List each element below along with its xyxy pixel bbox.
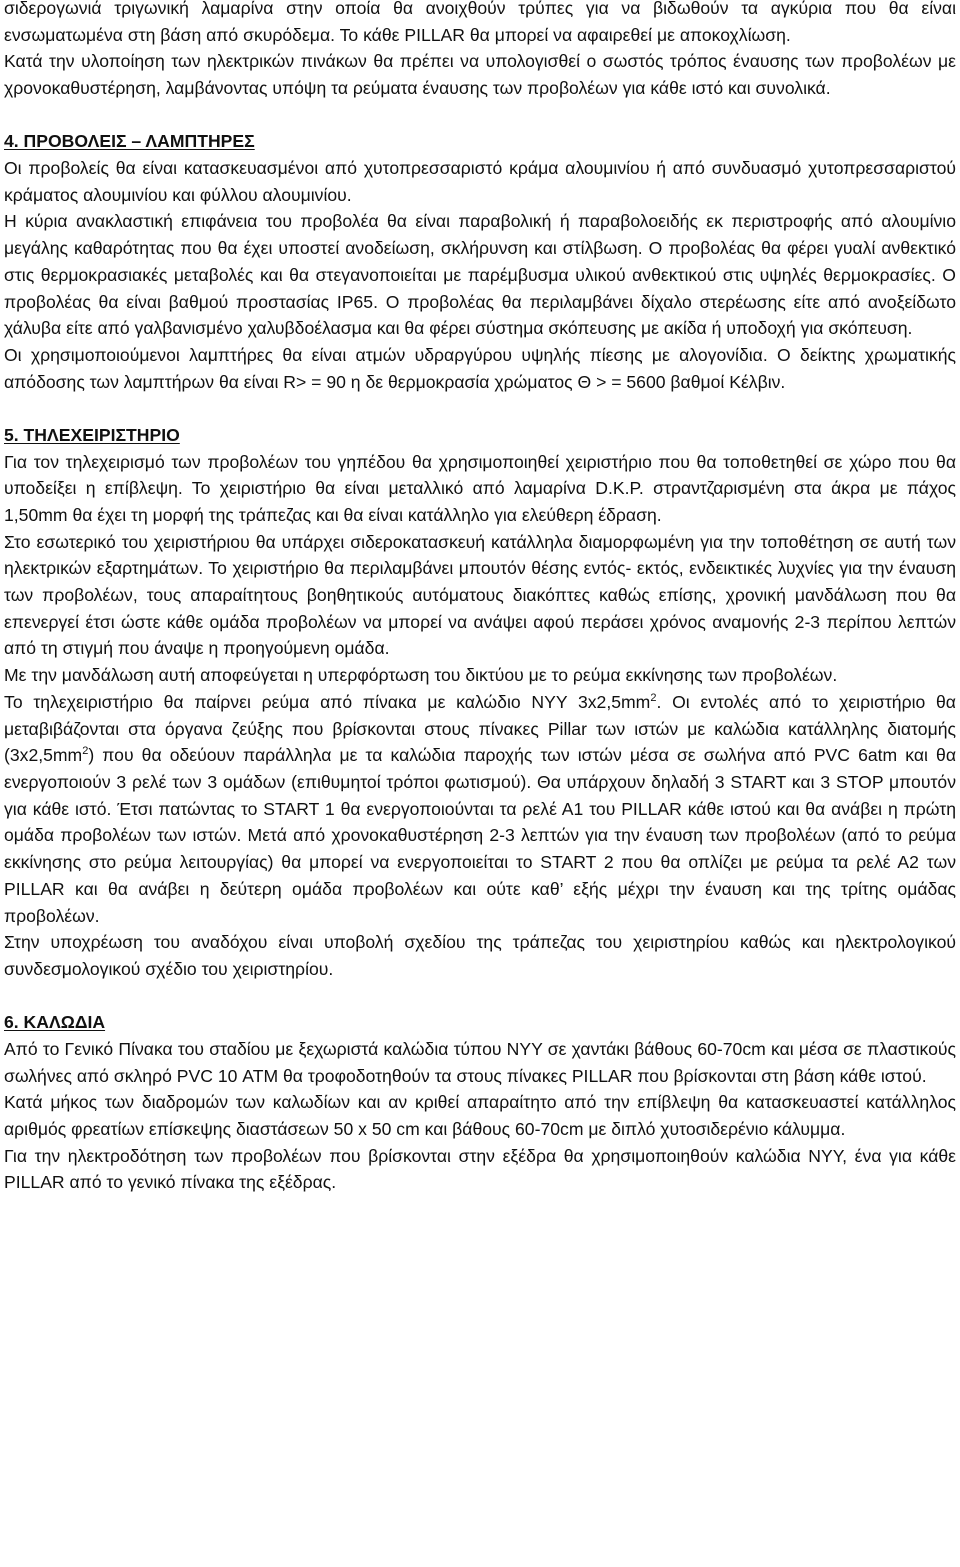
section-5-paragraph-3: Με την μανδάλωση αυτή αποφεύγεται η υπερφόρτωση του δικτύου με το ρεύμα εκκίνησης των προβολέων. <box>4 665 838 686</box>
section-5-paragraph-1: Για τον τηλεχειρισμό των προβολέων του γηπέδου θα χρησιμοποιηθεί χειριστήριο που θα τοποθετηθεί σε χώρο που θα υποδείξει η επίβλεψη. Το χειριστήριο θα είναι μεταλλικό από λαμαρίνα D.K.P. στραντζαρισμένη στα άκρα με πάχος 1,50mm θα έχει τη μορφή της τράπεζας και θα είναι κατάλληλο για ελεύθερη έδραση. <box>4 451 956 525</box>
document-page <box>4 0 956 1196</box>
section-4-paragraph-2: Η κύρια ανακλαστική επιφάνεια του προβολέα θα είναι παραβολική ή παραβολοειδής εκ περιστροφής από αλουμίνιο μεγάλης καθαρότητας που θα έχει υποστεί ανοδείωση, σκλήρυνση και στίλβωση. Ο προβολέας θα φέρει γυαλί ανθεκτικό στις θερμοκρασιακές μεταβολές και θα στεγανοποιείται με παρέμβυσμα υλικού ανθεκτικού στις υψηλές θερμοκρασίες. Ο προβολέας θα είναι βαθμού προστασίας IP65. Ο προβολέας θα περιλαμβάνει δίχαλο στερέωσης είτε από ανοξείδωτο χάλυβα είτε από γαλβανισμένο χαλυβδοέλασμα και θα φέρει σύστημα σκόπευσης με ακίδα ή υποδοχή για σκόπευση. <box>4 211 956 339</box>
section-6-heading: 6. ΚΑΛΩΔΙΑ <box>4 1012 106 1033</box>
section-5-heading: 5. ΤΗΛΕΧΕΙΡΙΣΤΗΡΙΟ <box>4 424 180 445</box>
section-4-paragraph-1: Οι προβολείς θα είναι κατασκευασμένοι από χυτοπρεσσαριστό κράμα αλουμινίου ή από συνδυασμό χυτοπρεσσαριστού κράματος αλουμινίου και φύλλου αλουμινίου. <box>4 158 956 205</box>
section-6-paragraph-3: Για την ηλεκτροδότηση των προβολέων που βρίσκονται στην εξέδρα θα χρησιμοποιηθούν καλώδια NYY, ένα για κάθε PILLAR από το γενικό πίνακα της εξέδρας. <box>4 1145 956 1193</box>
superscript-2: 2 <box>82 745 89 758</box>
superscript-2: 2 <box>650 692 657 705</box>
section-5-paragraph-4-part-c: ) που θα οδεύουν παράλληλα με τα καλώδια παροχής των ιστών μέσα σε σωλήνα από PVC 6atm και θα ενεργοποιούν 3 ρελέ των 3 ομάδων (επιθυμητοί τρόποι φωτισμού). Θα υπάρχουν δηλαδή 3 START και 3 STOP μπουτόν για κάθε ιστό. Έτσι πατώντας το START 1 θα ενεργοποιούνται τα ρελέ Α1 του PILLAR κάθε ιστού και θα ανάβει η πρώτη ομάδα προβολέων των ιστών. Μετά από χρονοκαθυστέρηση 2-3 λεπτών για την έναυση των προβολέων (από το ρεύμα εκκίνησης στο ρεύμα λειτουργίας) θα μπορεί να ενεργοποιείται το START 2 που θα οπλίζει με ρεύμα τα ρελέ Α2 των PILLAR και θα ανάβει η δεύτερη ομάδα προβολέων και ούτε καθ’ εξής μέχρι την έναυση και της τρίτης ομάδας προβολέων. <box>4 745 956 926</box>
section-5-paragraph-2: Στο εσωτερικό του χειριστήριου θα υπάρχει σιδεροκατασκευή κατάλληλα διαμορφωμένη για την τοποθέτηση σε αυτή των ηλεκτρικών εξαρτημάτων. Το χειριστήριο θα περιλαμβάνει μπουτόν θέσης εντός- εκτός, ενδεικτικές λυχνίες για την έναυση των προβολέων, τους απαραίτητους βοηθητικούς αυτόματους διακόπτες καθώς επίσης, χρονική μανδάλωση που θα επενεργεί έτσι ώστε κάθε ομάδα προβολέων να μπορεί να ανάψει αφού περάσει χρόνος αναμονής 2-3 περίπου λεπτών από τη στιγμή που άναψε η προηγούμενη ομάδα. <box>4 531 956 659</box>
section-6-paragraph-1: Από το Γενικό Πίνακα του σταδίου με ξεχωριστά καλώδια τύπου NYY σε χαντάκι βάθους 60-70cm και μέσα σε πλαστικούς σωλήνες από σκληρό PVC 10 ΑΤΜ θα τροφοδοτηθούν τα στους πίνακες PILLAR που βρίσκονται στη βάση κάθε ιστού. <box>4 1038 956 1086</box>
section-5-paragraph-5: Στην υποχρέωση του αναδόχου είναι υποβολή σχεδίου της τράπεζας του χειριστηρίου καθώς και ηλεκτρολογικού συνδεσμολογικού σχέδιο του χειριστηρίου. <box>4 932 956 979</box>
section-5-paragraph-4-part-b: . Οι εντολές από το χειριστήριο θα μεταβιβάζονται στα όργανα ζεύξης που βρίσκονται στους πίνακες Pillar των ιστών με καλώδια κατάλληλης διατομής (3x2,5mm <box>4 691 956 766</box>
section-4-paragraph-3: Οι χρησιμοποιούμενοι λαμπτήρες θα είναι ατμών υδραργύρου υψηλής πίεσης με αλογονίδια. Ο δείκτης χρωματικής απόδοσης των λαμπτήρων θα είναι R> = 90 η δε θερμοκρασία χρώματος Θ > = 5600 βαθμοί Κέλβιν. <box>4 344 956 392</box>
section-5-paragraph-4 <box>4 689 956 929</box>
section-5-paragraph-4-part-a: Το τηλεχειριστήριο θα παίρνει ρεύμα από πίνακα με καλώδιο NYY 3x2,5mm <box>4 691 651 712</box>
intro-paragraph-1: σιδερογωνιά τριγωνική λαμαρίνα στην οποία θα ανοιχθούν τρύπες για να βιδωθούν τα αγκύρια που θα είναι ενσωματωμένα στη βάση από σκυρόδεμα. Το κάθε PILLAR θα μπορεί να αφαιρεθεί με αποκοχλίωση. <box>4 0 956 45</box>
section-4-heading: 4. ΠΡΟΒΟΛΕΙΣ – ΛΑΜΠΤΗΡΕΣ <box>4 131 255 152</box>
intro-paragraph-2: Κατά την υλοποίηση των ηλεκτρικών πινάκων θα πρέπει να υπολογισθεί ο σωστός τρόπος έναυσης των προβολέων με χρονοκαθυστέρηση, λαμβάνοντας υπόψη τα ρεύματα έναυσης των προβολέων για κάθε ιστό και συνολικά. <box>4 51 956 99</box>
section-6-paragraph-2: Κατά μήκος των διαδρομών των καλωδίων και αν κριθεί απαραίτητο από την επίβλεψη θα κατασκευαστεί κατάλληλος αριθμός φρεατίων επίσκεψης διαστάσεων 50 x 50 cm και βάθους 60-70cm με διπλό χυτοσιδερένιο κάλυμμα. <box>4 1092 956 1139</box>
